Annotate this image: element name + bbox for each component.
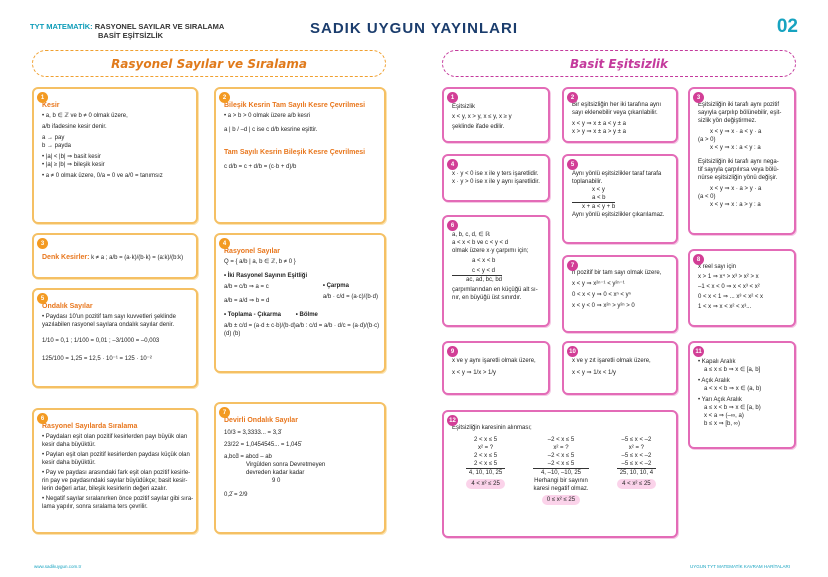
- box-r3: [688, 87, 796, 235]
- text-line: k ≠ a ; a/b = (a·k)/(b·k) = (a:k)/(b:k): [91, 255, 184, 261]
- text-line: 25, 10, 10, 4: [617, 468, 655, 477]
- text-line: sayıyla çarpılıp bölünebilir, eşit-: [698, 110, 782, 116]
- text-line: a/b = a/d ⇒ b = d: [224, 298, 270, 304]
- box-number: 6: [447, 220, 458, 231]
- text-line: c < y < d: [472, 268, 496, 274]
- box-r5: [562, 154, 678, 244]
- text-line: x < y ⇒ 1/x > 1/y: [452, 370, 497, 376]
- box-number: 1: [447, 92, 458, 103]
- text-line: • Yarı Açık Aralık: [698, 397, 742, 403]
- box-title: Devirli Ondalık Sayılar: [224, 417, 298, 424]
- text-line: Eşitsizliğin iki tarafı aynı pozitif: [698, 102, 780, 108]
- box-number: 5: [37, 293, 48, 304]
- box-r8: [688, 249, 796, 327]
- text-line: –5 ≤ x < –2: [621, 453, 652, 459]
- box-number: 3: [37, 238, 48, 249]
- square-example-3: [617, 436, 655, 505]
- text-line: a < b: [592, 195, 606, 201]
- text-line: Q = { a/b | a, b ∈ ℤ, b ≠ 0 }: [224, 259, 296, 265]
- text-line: • |a| ≥ |b| ⇒ bileşik kesir: [42, 162, 105, 168]
- text-line: karesi negatif olmaz.: [533, 486, 589, 492]
- text-line: • Negatif sayılar sıralanırken önce pozitif sayılar gibi sıra-: [42, 496, 194, 502]
- text-line: • Paydaları eşit olan pozitif kesirlerden payı büyük olan: [42, 434, 188, 440]
- header-category: TYT MATEMATİK:: [30, 22, 93, 31]
- text-line: 2 < x ≤ 5: [474, 453, 498, 459]
- text-line: x² = ?: [553, 445, 569, 451]
- box-r11: [688, 341, 796, 449]
- box-ondalik-sayilar: [32, 288, 198, 388]
- text-line: Aynı yönlü eşitsizlikler çıkarılamaz.: [572, 212, 665, 218]
- text-line: rin pay ve paydasındaki sayılar büyüdükçe; basit kesir-: [42, 478, 188, 484]
- text-line: yazılabilen rasyonel sayılara ondalık sayılar denir.: [42, 322, 175, 328]
- text-line: a/b ifadesine kesir denir.: [42, 124, 107, 130]
- header-topic-line2: BASİT EŞİTSİZLİK: [98, 31, 164, 40]
- box-number: 2: [219, 92, 230, 103]
- box-devirli-ondalik: [214, 402, 386, 534]
- text-line: –2 < x ≤ 5: [547, 437, 575, 443]
- box-r4: [442, 154, 550, 202]
- box-subtitle: • İki Rasyonel Sayının Eşitliği: [224, 273, 308, 279]
- text-line: a/b · c/d = (a·c)/(b·d): [322, 294, 378, 300]
- box-number: 1: [37, 92, 48, 103]
- text-line: tif sayıyla çarpılırsa veya bölü-: [698, 167, 779, 173]
- text-line: b ≤ x ⇒ [b, ∞): [704, 421, 740, 427]
- text-line: sizlik yön değiştirmez.: [698, 118, 757, 124]
- text-line: 9 0: [272, 478, 281, 484]
- box-number: 4: [219, 238, 230, 249]
- box-title: Rasyonel Sayılarda Sıralama: [42, 423, 138, 430]
- text-line: a/b : c/d = a/b · d/c = (a·d)/(b·c): [295, 323, 380, 329]
- box-title: Denk Kesirler:: [42, 254, 90, 261]
- text-line: olmak üzere x·y çarpımı için;: [452, 248, 529, 254]
- text-line: a,bcd̄ = abcd – ab: [224, 454, 272, 460]
- text-line: x · y < 0 ise x ile y ters işaretlidir.: [452, 171, 539, 177]
- box-number: 9: [447, 346, 458, 357]
- footer-series-title: UYGUN TYT MATEMATİK KAVRAM HARİTALARI: [689, 564, 790, 569]
- text-line: 0 < x < y ⇒ 0 < xⁿ < yⁿ: [572, 292, 631, 298]
- text-line: n pozitif bir tam sayı olmak üzere,: [572, 270, 662, 276]
- text-line: • a, b ∈ ℤ ve b ≠ 0 olmak üzere,: [42, 113, 128, 119]
- box-kesir: [32, 87, 198, 224]
- text-line: 4, 10, 10, 25: [466, 468, 504, 477]
- text-line: x + a < y + b: [572, 202, 615, 211]
- text-line: nır, en büyüğü üst sınırdır.: [452, 295, 522, 301]
- text-line: x < y ⇒ x · a > y · a: [710, 186, 762, 192]
- text-line: • |a| < |b| ⇒ basit kesir: [42, 154, 101, 160]
- text-line: x > 1 ⇒ x⁴ > x³ > x² > x: [698, 274, 759, 280]
- text-line: b → payda: [42, 143, 72, 149]
- box-subtitle: Tam Sayılı Kesrin Bileşik Kesre Çevrilmesi: [224, 149, 366, 156]
- text-line: kesir daha büyüktür.: [42, 460, 96, 466]
- text-line: lerin değeri artar, bileşik kesirlerin değeri azalır.: [42, 486, 168, 492]
- text-line: x · y > 0 ise x ile y aynı işaretlidir.: [452, 179, 540, 185]
- text-line: x < y: [592, 187, 605, 193]
- text-line: x² = ?: [628, 445, 644, 451]
- text-line: Aynı yönlü eşitsizlikler taraf tarafa: [572, 171, 662, 177]
- text-line: x > y ⇒ x ± a > y ± a: [572, 129, 626, 135]
- box-r2: [562, 87, 678, 143]
- text-line: a → pay: [42, 135, 65, 141]
- text-line: x < y ⇒ x · a < y · a: [710, 129, 762, 135]
- box-subtitle: • Çarpma: [322, 283, 349, 289]
- result-chip: 0 ≤ x² ≤ 25: [542, 495, 580, 505]
- text-line: devreden kadar kadar: [246, 470, 305, 476]
- text-line: –5 ≤ x < –2: [621, 461, 652, 467]
- text-line: toplanabilir.: [572, 179, 603, 185]
- text-line: nürse eşitsizliğin yönü değişir.: [698, 175, 778, 181]
- text-line: a, b, c, d, ∈ ℝ: [452, 232, 490, 238]
- text-line: x² = ?: [477, 445, 494, 451]
- text-line: 125/100 = 1,25 = 12,5 · 10⁻¹ = 125 · 10⁻²: [42, 356, 152, 362]
- text-line: x < y ⇒ x : a > y : a: [710, 202, 761, 208]
- text-line: 1/10 = 0,1 ; 1/100 = 0,01 ; –3/1000 = –0,003: [42, 338, 160, 344]
- text-line: 0,2̄ = 2/9: [224, 492, 248, 498]
- box-title: Ondalık Sayılar: [42, 303, 93, 310]
- text-line: a | b / –d | c ise c d/b kesrine eşittir.: [224, 127, 318, 133]
- text-line: • Pay ve paydası arasındaki fark eşit olan pozitif kesirle-: [42, 470, 191, 476]
- box-number: 10: [567, 346, 578, 357]
- result-chip: 4 < x² ≤ 25: [617, 479, 655, 489]
- text-line: x ve y aynı işaretli olmak üzere,: [452, 358, 536, 364]
- box-number: 12: [447, 415, 458, 426]
- box-r9: [442, 341, 550, 395]
- box-number: 4: [447, 159, 458, 170]
- text-line: x ve y zıt işaretli olmak üzere,: [572, 358, 651, 364]
- text-line: ac, ad, bc, bd: [452, 275, 502, 284]
- text-line: çarpımlarından en küçüğü alt sı-: [452, 287, 538, 293]
- box-subtitle: • Toplama - Çıkarma: [224, 312, 282, 318]
- box-number: 2: [567, 92, 578, 103]
- text-line: Bir eşitsizliğin her iki tarafına aynı: [572, 102, 662, 108]
- box-title: Bileşik Kesrin Tam Sayılı Kesre Çevrilmesi: [224, 102, 366, 109]
- text-line: 2 < x ≤ 5: [474, 461, 498, 467]
- page-number: 02: [776, 16, 798, 37]
- text-line: Herhangi bir sayının: [534, 478, 588, 484]
- text-line: 0 < x < 1 ⇒ ... x³ < x² < x: [698, 294, 764, 300]
- text-line: 23/22 = 1,0454545... = 1,045̄: [224, 442, 302, 448]
- text-line: Eşitsizlik: [452, 104, 476, 110]
- box-number: 6: [37, 413, 48, 424]
- text-line: lama yapılır, sonra sıralama ters çevrilir.: [42, 504, 148, 510]
- text-line: 2 < x ≤ 5: [474, 437, 498, 443]
- text-line: –5 ≤ x < –2: [621, 437, 652, 443]
- text-line: • Kapalı Aralık: [698, 359, 736, 365]
- box-subtitle: • Bölme: [295, 312, 318, 318]
- text-line: x < y ⇒ 1/x < 1/y: [572, 370, 617, 376]
- text-line: Eşitsizliğin iki tarafı aynı nega-: [698, 159, 779, 165]
- text-line: 1 < x ⇒ x < x² < x³...: [698, 304, 752, 310]
- text-line: –1 < x < 0 ⇒ x < x³ < x²: [698, 284, 760, 290]
- section-title-right: Basit Eşitsizlik: [442, 50, 796, 77]
- box-r7: [562, 255, 678, 333]
- box-bilesik-kesir: [214, 87, 386, 224]
- text-line: • a > b > 0 olmak üzere a/b kesri: [224, 113, 311, 119]
- box-rasyonel-sayilar: [214, 233, 386, 373]
- box-number: 3: [693, 92, 704, 103]
- text-line: x reel sayı için: [698, 264, 737, 270]
- text-line: c d/b = c + d/b = (c·b + d)/b: [224, 164, 297, 170]
- text-line: a/b = c/b ⇒ a = c: [224, 284, 269, 290]
- text-line: x < y ⇒ x : a < y : a: [710, 145, 761, 151]
- box-title: Kesir: [42, 102, 60, 109]
- text-line: • Paydası 10'un pozitif tam sayı kuvvetleri şeklinde: [42, 314, 176, 320]
- text-line: a < x < b ve c < y < d: [452, 240, 509, 246]
- text-line: x < y ⇒ x²ⁿ⁻¹ < y²ⁿ⁻¹: [572, 281, 625, 287]
- brand-title: SADIK UYGUN YAYINLARI: [310, 20, 518, 37]
- text-line: • Açık Aralık: [698, 378, 730, 384]
- box-number: 11: [693, 346, 704, 357]
- result-chip: 4 < x² ≤ 25: [466, 479, 504, 489]
- square-example-1: [466, 436, 504, 505]
- text-line: şeklinde ifade edilir.: [452, 124, 505, 130]
- footer-website[interactable]: www.sadikuygun.com.tr: [34, 564, 82, 569]
- box-number: 8: [693, 254, 704, 265]
- header-topic-line1: RASYONEL SAYILAR VE SIRALAMA: [94, 22, 225, 31]
- text-line: a ≤ x < b ⇒ x ∈ [a, b): [704, 405, 761, 411]
- box-denk-kesirler: [32, 233, 198, 279]
- text-line: x < y, x > y, x ≤ y, x ≥ y: [452, 114, 512, 120]
- text-line: • a ≠ 0 olmak üzere, 0/a = 0 ve a/0 = tanımsız: [42, 173, 163, 179]
- box-r1: [442, 87, 550, 143]
- box-title: Rasyonel Sayılar: [224, 248, 281, 255]
- text-line: sayı eklenebilir veya çıkarılabilir.: [572, 110, 658, 116]
- box-r12: [442, 410, 678, 538]
- text-line: (a < 0): [698, 194, 716, 200]
- box-number: 7: [219, 407, 230, 418]
- box-siralama: [32, 408, 198, 534]
- box-r6: [442, 215, 550, 327]
- text-line: Virgülden sonra Devretmeyen: [246, 462, 326, 468]
- text-line: x < y < 0 ⇒ x²ⁿ > y²ⁿ > 0: [572, 303, 635, 309]
- box-number: 7: [567, 260, 578, 271]
- text-line: a < x < b ⇒ x ∈ (a, b): [704, 386, 762, 392]
- text-line: a/b ± c/d = (a·d ± c·b)/(b·d): [224, 323, 296, 329]
- text-line: 4, –10, –10, 25: [533, 468, 588, 477]
- text-line: • Payları eşit olan pozitif kesirlerden paydası küçük olan: [42, 452, 190, 458]
- text-line: –2 < x ≤ 5: [547, 461, 575, 467]
- box-r10: [562, 341, 678, 395]
- text-line: x < y ⇒ x ± a < y ± a: [572, 121, 626, 127]
- text-line: –2 < x ≤ 5: [547, 453, 575, 459]
- text-line: (d) (b): [224, 331, 241, 337]
- box-number: 5: [567, 159, 578, 170]
- text-line: Eşitsizliğin karesinin alınması;: [452, 425, 532, 431]
- text-line: a < x < b: [472, 258, 496, 264]
- text-line: x < a ⇒ (–∞, a): [704, 413, 744, 419]
- text-line: a ≤ x ≤ b ⇒ x ∈ [a, b]: [704, 367, 761, 373]
- text-line: (a > 0): [698, 137, 716, 143]
- section-title-left: Rasyonel Sayılar ve Sıralama: [32, 50, 386, 77]
- text-line: 10/3 = 3,3333... = 3,3̄: [224, 430, 282, 436]
- text-line: kesir daha büyüktür.: [42, 442, 96, 448]
- square-example-2: [533, 436, 588, 505]
